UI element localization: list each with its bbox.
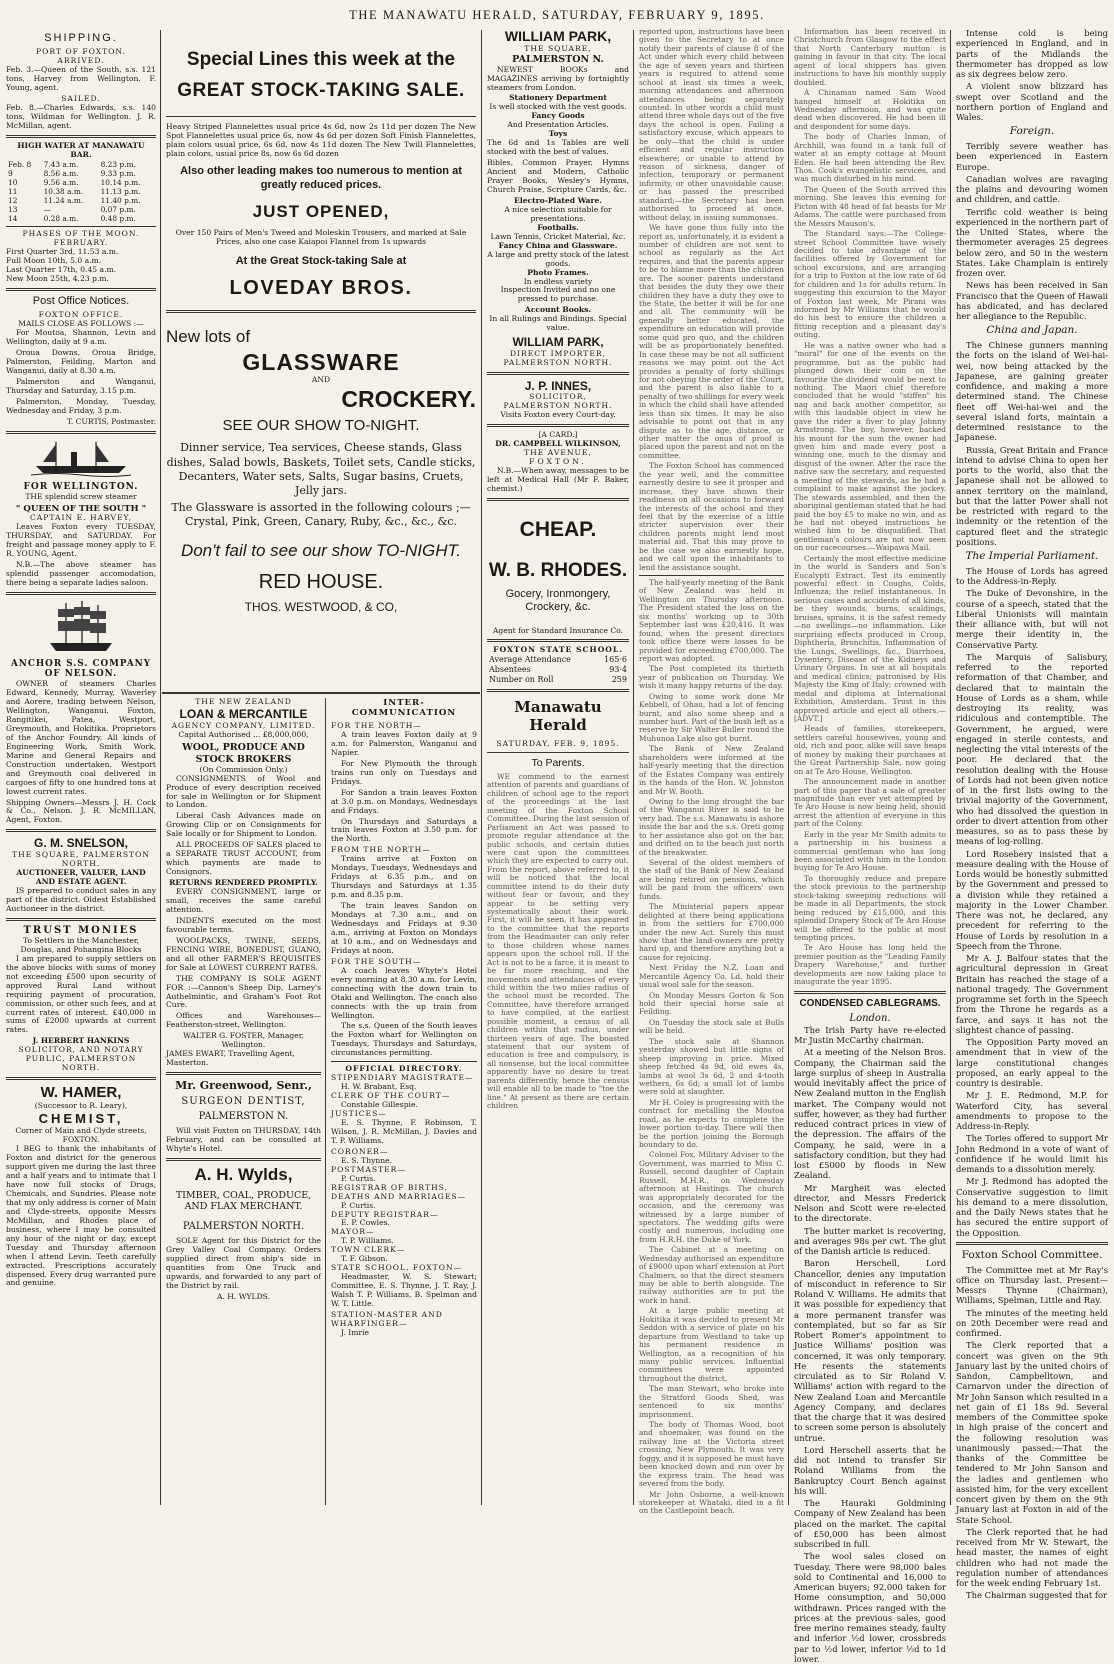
- moon-phase: First Quarter 3rd, 11.53 a.m.: [6, 247, 119, 257]
- park-town: PALMERSTON N.: [512, 54, 604, 66]
- innes-town: PALMERSTON NORTH.: [503, 401, 613, 411]
- fancy-text: And Presentation Articles.: [507, 120, 609, 130]
- po-mails: MAILS CLOSE AS FOLLOWS :—: [18, 319, 144, 329]
- electro-text: A nice selection suitable for presentations.: [504, 204, 612, 223]
- cable-item: Baron Herschell, Lord Chancellor, denies any imputation of misconduct in reference to Sir Roland V. Williams. He admits that it was possible for expediency that a more permanent transfer was contemplated, but so far as Sir Robert Romer's appointment to Justice Williams' position was concerned, it was only temporary. He resents the statements circulated as to Sir Roland V. Williams' action with regard to the New Zealand Loan and Mercantile Agency Company, and declares that the charge that it was desired to screen some person is absolutely untrue.: [794, 1258, 946, 1443]
- directory-name: H. W. Brabant, Esq.: [341, 1082, 417, 1092]
- commission-line: (On Commission Only.): [199, 764, 288, 774]
- special-lines-heading: Special Lines this week at the: [186, 49, 456, 70]
- cable-item: The Hauraki Goldmining Company of New Zealand has been placed on the market. The capital of £50,000 has been almost subscribed in full.: [794, 1498, 946, 1550]
- toys-heading: Toys: [548, 129, 568, 139]
- column-4: [635, 27, 788, 1516]
- wellington-note: N.B.—The above steamer has splendid passenger accomodation, there being a separate ladies saloon.: [6, 559, 156, 587]
- news-item: The man Stewart, who broke into the Stratford Goods Shed, was sentenced to six months' imprisonment.: [639, 1384, 784, 1419]
- tides-table: [6, 160, 156, 223]
- london-heading: London.: [849, 1012, 891, 1024]
- po-line: Oroua Downs, Oroua Bridge, Palmerston, Feilding, Marton and Wanganui, daily at 8.30 a.m.: [6, 348, 156, 375]
- moon-month: FEBRUARY.: [53, 238, 109, 248]
- news-item: To thoroughly reduce and prepare the stock previous to the partnership stock-taking sweeping reductions will be made in all Departments, the stock being reduced by £15,000, and this splendid Drapery Stock of Te Aro House will be offered to the public at most tempting prices.: [794, 873, 946, 942]
- loan-mercantile: LOAN & MERCANTILE: [179, 706, 308, 721]
- cable-item: The House of Lords has agreed to the Address-in-Reply.: [956, 565, 1108, 587]
- po-line: Palmerston, Monday, Tuesday, Wednesday and Friday, 3 p.m.: [6, 396, 156, 415]
- committee-item: The Clerk reported that he had received from Mr W. Stewart, the head master, the names of eight children who had not made the regulation number of attendances for the week ending February 1st.: [956, 1526, 1108, 1589]
- returns-line: RETURNS RENDERED PROMPTLY.: [169, 878, 318, 888]
- moon-phase: New Moon 25th, 4.23 p.m.: [6, 273, 109, 283]
- tide-cell: 11.24 a.m.: [43, 196, 84, 206]
- news-item: The half-yearly meeting of the Bank of New Zealand was held in Wellington on Thursday afternoon. The President stated the loss on the six months' working up to 30th September last was £20,416. It was found, when the present directors took office there were losses to be provided for exceeding £700,000. The report was adopted.: [639, 578, 784, 663]
- stocktaking-sale-heading: GREAT STOCK-TAKING SALE.: [177, 80, 465, 102]
- column-rule: [950, 30, 951, 1505]
- po-line: Palmerston and Wanganui, Thursday and Saturday, 3.15 p.m.: [6, 376, 156, 395]
- flannelette-list: Heavy Striped Flannelettes usual price 4s 6d, now 2s 11d per dozen The New Spot Flannelettes usual price 6s, now 4s 6d per dozen Soft Finish Flannelettes, plain colors usual price, 6s 6d, now 4s 11d dozen The New Twill Flannelettes, plain colors, usual price 8s, now 6s 6d dozen: [166, 122, 476, 159]
- trust-subheading: To Settlers in the Manchester, Douglas, and Pohangina Blocks: [20, 935, 142, 954]
- greenwood-town: PALMERSTON N.: [198, 1110, 289, 1122]
- crockery-heading: CROCKERY.: [341, 386, 476, 413]
- wilkinson-avenue: THE AVENUE,: [524, 448, 592, 458]
- shipping-heading: SHIPPING.: [44, 32, 118, 44]
- tide-cell: 13: [8, 205, 18, 215]
- just-opened-heading: JUST OPENED,: [252, 201, 390, 221]
- innes-visits: Visits Foxton every Court-day.: [500, 410, 616, 420]
- masthead: THE MANAWATU HERALD, SATURDAY, FEBRUARY 9, 1895.: [349, 8, 765, 22]
- wellington-ship-name: " QUEEN OF THE SOUTH ": [15, 503, 147, 514]
- sailed-heading: SAILED.: [61, 94, 101, 104]
- park-importer: DIRECT IMPORTER,: [509, 348, 607, 358]
- cable-item: The Duke of Devonshire, in the course of a speech, stated that the Liberal Unionists will maintain their alliance with, but will not merge their identity in, the Conservative Party.: [956, 588, 1108, 650]
- hamer-sub: (Successor to R. Leary),: [34, 1101, 128, 1111]
- to-parents-text: WE commend to the earnest attention of parents and guardians of children of school age to the report of the proceedings at the last meeting of the Foxton School Committee. During the last session of Parliament an Act was passed to promote regular attendance at the public schools, and certain duties were cast upon the committees which they are expected to carry out. From the report, above referred to, it will be noticed that the local committee intend to do their duty without fear or favour, and they appear to be setting very systematically about their work. First, it will be seen, it has appeared to the committee that the reports from the Headmaster can only refer to those children whose names appears upon the school roll. If the Act is not to be a farce, it is meant to be far more reaching, and the movements and attendances of every child within the two miles radius of the school must be recorded. The Committee, have therefore arranged to have compiled, at the earliest possible moment, a census of all children within that radius, under thirteen years of age. The boasted statement that our system of education is free and compulsory, is all nonsense, but the local committee apparently have no desire to treat parents differently, hence the census will enable all to be made to "toe the line." At present as there are certain children: [487, 772, 629, 1111]
- directory-role: STATION-MASTER AND WHARFINGER—: [331, 1310, 443, 1328]
- surgeon-dentist: SURGEON DENTIST,: [181, 1095, 306, 1107]
- column-1: [2, 28, 160, 1508]
- park-heading-2: WILLIAM PARK,: [512, 335, 604, 350]
- directory-name: E. S. Thynne, F. Robinson, T. Wilson, J. R. McMillan, J. Davies and T. P. Williams.: [331, 1118, 477, 1145]
- attendance-value: 165·6: [604, 655, 627, 665]
- tide-cell: 10.14 p.m.: [100, 177, 141, 187]
- tide-row: [6, 187, 156, 196]
- directory-role: CORONER—: [331, 1146, 389, 1156]
- chemist-text: I BEG to thank the inhabitants of Foxton and district for the generous support given me during the last three and a half years and to intimate that I have now full stocks of Drugs, Chemicals, and Sundries. Please note that my only address is corner of Main and Clyde-streets, opposite Messrs McMillan, and Rhodes place of business, where I may be consulted any hour of the night or day, except Tuesday and Thursday afternoon when I attend Levin. Teeth carefully extracted. Prescriptions accurately dispensed. Every drug warranted pure and genuine.: [6, 1144, 156, 1288]
- directory-name: Headmaster, W. S. Stewart; Committee, E. S. Thynne, J. T. Ray, J. Walsh T. P. Williams, B. Spelman and W. T. Little.: [331, 1272, 477, 1309]
- tide-cell: 10: [8, 177, 18, 187]
- official-directory-heading: OFFICIAL DIRECTORY.: [345, 1064, 463, 1074]
- po-line: For Moutoa, Shannon, Levin and Wellington, daily at 9 a.m.: [6, 328, 156, 347]
- greenwood-visit: Will visit Foxton on THURSDAY, 14th February, and can be consulted at Whyte's Hotel.: [166, 1125, 321, 1153]
- directory-role: STIPENDIARY MAGISTRATE—: [331, 1073, 474, 1083]
- from-north-heading: FROM THE NORTH—: [331, 845, 431, 855]
- tide-cell: Feb. 8: [8, 159, 32, 169]
- sailed-text: Feb. 8.—Charles Edwards, s.s. 140 tons, Wildman for Wellington. J. R. McMillan, agent.: [6, 103, 156, 131]
- advances-text: Liberal Cash Advances made on Growing Clip or on Consignments for Sale locally or for Shipment to London.: [166, 811, 321, 839]
- news-item: The Standard says:—The College-street School Committee have wisely decided to take advantage of the facilities offered by Government for school excursions, and are arranging for a trip to Foxton at the low rate of 6d for children and 1s for adults return. In suggesting this excursion to the Mayor of Foxton last week, Mr Pirani was informed by Mr Williams that he would do his best to ensure the children a fitting reception and a pleasant day's outing.: [794, 229, 946, 340]
- snelson-address: THE SQUARE, PALMERSTON NORTH.: [12, 850, 150, 868]
- news-item: At a large public meeting at Hokitika it was decided to present Mr Seddon with a service of plate on his departure from Westland to take up his permanent residence in Wellington, as a recognition of his many public services. Influential committees were appointed throughout the district.: [639, 1306, 784, 1383]
- news-item: The Bank of New Zealand shareholders were informed at the half-yearly meeting that the direction of the Estates Company was entirely in the hands of the Hon. W. Johnston and Mr W. Booth.: [639, 744, 784, 796]
- tide-cell: 9.33 p.m.: [100, 168, 136, 178]
- news-item: Several of the oldest members of the staff of the Bank of New Zealand are being retired on pensions, which will be paid from the officers' own funds.: [639, 858, 784, 901]
- news-item: The stock sale at Shannon yesterday showed but little signs of sheep improving in price. Mixed sheep fetched 4s 9d, old ewes 4s, lambs at wool 3s 6d, 2 and 4-tooth wethers, 6s 6d; a small lot of lambs were sold at slaughter.: [639, 1036, 784, 1097]
- account-heading: Account Books.: [524, 305, 592, 315]
- capital-line: Capital Authorised ... £8,000,000,: [178, 729, 309, 739]
- electro-heading: Electro-Plated Ware.: [514, 195, 602, 205]
- news-item: Information has been received in Christchurch from Glasgow to the effect that North Canterbury mutton is gaining in favour in that city. The local agent of local shippers has given instructions to have his monthly supply doubled.: [794, 27, 946, 87]
- train-text: Trains arrive at Foxton on Mondays, Tuesdays, Wednesdays and Fridays at 6.35 p.m., and on Thursdays and Saturdays at 1.35 p.m. and 8.35 p.m.: [331, 854, 477, 900]
- column-rule: [325, 698, 326, 1505]
- column-2b: [327, 698, 481, 1508]
- directory-name: T. F. Gibson.: [341, 1254, 388, 1264]
- westwood-name: THOS. WESTWOOD, & CO,: [244, 600, 398, 615]
- tide-cell: 0.07 p.m.: [100, 205, 136, 215]
- cable-item: At a meeting of the Nelson Bros. Company, the Chairman said the large surplus of sheep in Australia would inevitably affect the price of New Zealand mutton in the English market. The Company would not suffer, however, as they had further reduced contract prices in view of the depression. The affairs of the Company, he said, were in a satisfactory condition, but they had lost £5000 by floods in New Zealand.: [794, 1047, 946, 1181]
- cable-item: Canadian wolves are ravaging the plains and devouring women and children, and cattle.: [956, 173, 1108, 205]
- news-item: Owing to some work done Mr Kebbell, of Ohau, had a lot of fencing burnt, and also some sheep and a number hurt. Part of the bush left as a reserve by Sir Walter Buller round the Muhunoa Lake also got burnt.: [639, 691, 784, 743]
- cable-item: Lord Rosebery insisted that a measure dealing with the House of Lords would be honestly submitted by the Government and pressed to a division while they retained a majority in the Lower Chamber. There was not, he declared, any precedent for referring to the House of Lords by resolution in a Speech from the Throne.: [956, 848, 1108, 951]
- directory-role: CLERK OF THE COURT—: [331, 1091, 451, 1101]
- indents-text: INDENTS executed on the most favourable terms.: [166, 915, 321, 934]
- greenwood-heading: Mr. Greenwood, Senr.,: [175, 1079, 312, 1093]
- directory-name: E. P. Cowles.: [341, 1218, 390, 1228]
- tide-row: [6, 196, 156, 205]
- tweed-text: Over 150 Pairs of Men's Tweed and Moleskin Trousers, and marked at Sale Prices, also one case Kaiapoi Flannel from 1s upwards: [175, 227, 467, 246]
- news-item: The Post completed its thirtieth year of publication on Thursday. We wish it many happy returns of the day.: [639, 664, 784, 691]
- cable-item: The Irish Party have re-elected Mr Justin McCarthy chairman.: [794, 1024, 946, 1046]
- chemist-heading: CHEMIST,: [38, 1111, 124, 1127]
- tide-cell: 9: [8, 168, 13, 178]
- snelson-heading: G. M. SNELSON,: [33, 836, 128, 851]
- article-paragraph: reported upon, instructions have been given to the Secretary to at once notify their parents of clause 8 of the Act under which every child between the age of seven years and thirteen years is required to attend some school at least six times a week, morning attendances and afternoon attendances being separately counted. In other words a child must attend three whole days out of the five days the school is open. Failing a satisfactory excuse, which appears to be only—that the child is under efficient and regular instruction elsewhere; or unable to attend by reason of sickness, danger of infection, temporary or permanent infirmity, or other unavoidable cause; or has passed the prescribed standard;—the Secretary has been authorised to proceed at once, without delay, in issuing summonses.: [639, 27, 784, 222]
- column-rule: [788, 30, 789, 1505]
- innes-heading: J. P. INNES,: [524, 378, 592, 393]
- tide-cell: 10.38 a.m.: [43, 186, 84, 196]
- tide-cell: 7.43 a.m.: [43, 159, 79, 169]
- directory-role: REGISTRAR OF BIRTHS, DEATHS AND MARRIAGES—: [331, 1182, 467, 1201]
- rhodes-heading: W. B. RHODES.: [488, 559, 628, 581]
- directory-role: TOWN CLERK—: [331, 1245, 406, 1255]
- consign-text: CONSIGNMENTS of Wool and Produce of every description received for sale in Wellington or for Shipment to London.: [166, 773, 321, 810]
- china-text: A large and pretty stock of the latest goods.: [487, 249, 629, 268]
- loveday-bros: LOVEDAY BROS.: [229, 277, 413, 300]
- news-item: Heads of families, storekeepers, settlers careful housewives, young and old, rich and poor, alike will save heaps of money by making their purchases at the Great Partnership Sale, now going on at Te Aro House, Wellington.: [794, 724, 946, 776]
- steamer-text: The s.s. Queen of the South leaves the Foxton wharf for Wellington on Tuesdays, Thursdays and Saturdays, circumstances permitting.: [331, 1021, 477, 1058]
- wilkinson-name: DR. CAMPBELL WILKINSON,: [495, 439, 621, 449]
- stationery-text: Is well stocked with the vest goods.: [489, 102, 627, 112]
- directory-name: Constable Gillespie.: [341, 1100, 418, 1110]
- tide-row: [6, 160, 156, 169]
- tide-row: [6, 178, 156, 187]
- tide-cell: 0.48 p.m.: [100, 214, 136, 224]
- wellington-text: Leaves Foxton every TUESDAY, THURSDAY, and SATURDAY. For freight and passage money apply to F. R. YOUNG, Agent.: [6, 522, 156, 558]
- insurance-agent: Agent for Standard Insurance Co.: [492, 625, 624, 635]
- committee-item: The Chairman suggested that for: [966, 1590, 1108, 1601]
- state-school-heading: FOXTON STATE SCHOOL.: [493, 645, 623, 655]
- directory-name: P. Curtis.: [341, 1200, 376, 1210]
- directory-name: P. Curtis.: [341, 1173, 376, 1183]
- directory-role: DEPUTY REGISTRAR—: [331, 1209, 439, 1219]
- directory-name: E. S. Thynne.: [341, 1155, 393, 1165]
- stationery-heading: Stationery Department: [509, 93, 607, 103]
- cable-item: Terrific cold weather is being experienced in the northern part of the United States, where the thermometer averages 25 degrees below zero, and 50 in the western States. Lake Champlain is entirely frozen over.: [956, 206, 1108, 279]
- snelson-role: AUCTIONEER, VALUER, LAND AND ESTATE AGENT.: [16, 867, 146, 886]
- cheap-heading: CHEAP.: [519, 517, 597, 541]
- cable-item: Lord Herschell asserts that he did not intend to transfer Sir Roland Williams from the Bankruptcy Court Bench against his will.: [794, 1444, 946, 1496]
- glassware-heading: GLASSWARE: [242, 349, 400, 376]
- column-3: [483, 28, 633, 1508]
- cable-item: Russia, Great Britain and France intend to advise China to open her ports to the world, also that the Japanese shall not be allowed to annex territory on the mainland, but that the latter Power shall not be restricted with regard to the indemnity or the retention of the captured fleet and the strategic positions.: [956, 444, 1108, 547]
- rhodes-trade: Gocery, Ironmongery, Crockery, &c.: [505, 587, 611, 614]
- tide-row: [6, 214, 156, 223]
- train-text: On Thursdays and Saturdays a train leaves Foxton at 3.50 p.m. for the North.: [331, 816, 477, 844]
- steamer-illustration: [31, 438, 131, 478]
- column-5: [790, 27, 950, 1664]
- anchor-heading: ANCHOR S.S. COMPANY OF NELSON.: [10, 658, 151, 680]
- tide-cell: 8.56 a.m.: [43, 168, 79, 178]
- committee-item: The Clerk reported that a concert was given on the 9th January last by the united choirs of Sandon, Campbelltown, and Carnarvon under the direction of Mr John Sanson which resulted in a net gain of £1 18s 9d. Several members of the Committee spoke in high praise of the concert and the following resolution was unanimously passed:—That the thanks of the Committee be tendered to Mr John Sanson and the ladies and gentlemen who assisted him, for the very excellent concert given by them on the 9th January last at Foxton in aid of the State School.: [956, 1340, 1109, 1525]
- wellington-captain: CAPTAIN E. HARVEY,: [30, 513, 132, 523]
- dont-fail-heading: Don't fail to see our show TO-NIGHT.: [180, 541, 462, 561]
- bibles-text: Bibles, Common Prayer, Hymns Ancient and Modern, Catholic Prayer Books, Wesley's Hymns, Church Praise, Scripture Cards, &c.: [487, 158, 629, 194]
- news-item: Mr H. Coley is progressing with the contract for metalling the Moutoa road, as he expects to complete the lower portion to-day. There will then be the portion joining the Borough boundary to do.: [639, 1097, 784, 1149]
- moon-list: [6, 248, 156, 284]
- school-committee-heading: Foxton School Committee.: [961, 1248, 1103, 1261]
- news-item: Owing to the long drought the bar of the Wanganui River is said to be very bad. The s.s. Manawatu is ashore inside the bar and the s.s. Oreti going to her assistance also got on the bar, and drifted on to the beach just north of the breakwater.: [639, 796, 784, 857]
- inter-communication-heading: INTER-COMMUNICATION: [351, 698, 457, 719]
- foreign-heading: Foreign.: [1009, 125, 1055, 138]
- wylds-text: SOLE Agent for this District for the Grey Valley Coal Company. Orders supplied direct from ship's side in quantities from One Truck and upwards, and forwarded to any part of the District by rail.: [166, 1235, 321, 1290]
- directory-name: J. Imrie: [341, 1327, 370, 1337]
- colours-list: The Glassware is assorted in the following colours ;— Crystal, Pink, Green, Canary, Ruby, &c., &c., &c.: [171, 500, 471, 528]
- cable-item: The butter market is recovering, and averages 98s per cwt. The glut of the Danish article is reduced.: [794, 1225, 946, 1257]
- moon-heading: PHASES OF THE MOON.: [22, 229, 140, 239]
- cablegrams-heading: CONDENSED CABLEGRAMS.: [799, 997, 941, 1009]
- see-our-show: SEE OUR SHOW TO-NIGHT.: [222, 417, 420, 435]
- chemist-address: Corner of Main and Clyde streets, FOXTON.: [15, 1126, 147, 1145]
- news-item: Early in the year Mr Smith admits to a partnership in his business a commercial gentleman who has long been associated with him in the London buying for Te Aro House.: [794, 829, 946, 873]
- footballs-text: Lawn Tennis, Cricket Material, &c.: [490, 231, 626, 241]
- and-word: AND: [311, 375, 331, 385]
- anchor-text: OWNER of steamers Charles Edward, Kennedy, Murray, Waverley and Aorere, trading between Nelson, Wellington, Wanganui, Foxton, Rangitikei, Patea, Westport, Greymouth, and Hokitika. Proprietors of the Anchor Foundry. All kinds of Engineering Work, Smith Work, Marine and General Repairs and Construction undertaken. Westport and Greymouth coal delivered in cargoes of fifty to one hundred tons at lowest current rates.: [6, 679, 156, 796]
- tide-cell: 9.56 a.m.: [43, 177, 79, 187]
- roll-label: Number on Roll: [489, 674, 554, 684]
- news-item: Next Friday the N.Z. Loan and Mercantile Agency Co. Ld. hold their usual wool sale for the season.: [639, 963, 784, 990]
- train-text: For Sandon a train leaves Foxton at 3.0 p.m. on Mondays, Wednesdays and Fridays.: [331, 787, 477, 815]
- news-item: Mr John Osborne, a well-known storekeeper at Whataki, died in a fit on the Castlepoint beach.: [639, 1489, 784, 1516]
- anchor-owners: Shipping Owners—Messrs J. H. Cock & Co., Nelson. J. R. McMILLAN, Agent, Foxton.: [6, 797, 156, 825]
- cable-item: The Marquis of Salisbury, referred to the reported reformation of that Chamber, and declared that to maintain the House of Lords as a sham, while destroying its reality, was ridiculous and contemptible. The Government, he argued, were engaged in sterile contests, and neglecting the vital interests of the poor. He declared that the resolution dealing with the House of Lords had not been given notice of in the first lists owing to the trivial majority of the Government, who had dissolved the question in order to divert attention from other measures, so as to pass these by means of log-rolling.: [956, 651, 1108, 847]
- new-lots-heading: New lots of: [166, 327, 251, 347]
- train-text: For New Plymouth the through trains run only on Tuesdays and Fridays.: [331, 758, 477, 786]
- tides-heading: HIGH WATER AT MANAWATU BAR.: [17, 140, 145, 159]
- news-item: On Tuesday the stock sale at Bulls will be held.: [639, 1017, 784, 1036]
- tide-cell: 14: [8, 214, 18, 224]
- news-item: The Queen of the South arrived this morning. She leaves this evening for Picton with 48 head of fat beasts for Mr Adams. The cattle were purchased from the Messrs Mauson's.: [794, 184, 946, 228]
- park-heading: WILLIAM PARK,: [504, 28, 612, 44]
- train-text: A train leaves Foxton daily at 9 a.m. for Palmerston, Wanganui and Napier.: [331, 729, 477, 757]
- park-town-2: PALMERSTON NORTH.: [503, 357, 613, 367]
- hankins-role: SOLICITOR, AND NOTARY PUBLIC, PALMERSTON NORTH.: [18, 1045, 144, 1073]
- agency-line: AGENCY COMPANY, LIMITED.: [171, 720, 316, 730]
- tide-cell: 11.40 p.m.: [100, 196, 141, 206]
- cable-item: Mr J. E. Redmond, M.P. for Waterford City, has several amendments to propose to the Address-in-Reply.: [956, 1090, 1108, 1132]
- footballs-heading: Footballs.: [537, 222, 579, 232]
- absentees-label: Absentees: [489, 665, 531, 675]
- news-item: The announcement made in another part of this paper that a sale of greater magnitude than ever yet attempted by Te Aro House is now being held, should arrest the attention of everyone in this part of the Colony.: [794, 777, 946, 829]
- post-office-heading: Post Office Notices.: [32, 294, 130, 307]
- directory-role: MAYOR—: [331, 1227, 375, 1237]
- cable-item: A violent snow blizzard has swept over Scotland and the northern portion of England and Wales.: [956, 81, 1108, 122]
- directory-role: POSTMASTER—: [331, 1164, 406, 1174]
- po-office: FOXTON OFFICE.: [38, 310, 124, 320]
- moon-phase: Last Quarter 17th, 0.45 a.m.: [6, 264, 117, 274]
- wylds-signature: A. H. WYLDS.: [216, 1291, 271, 1301]
- proceeds-text: ALL PROCEEDS OF SALES placed to a SEPARATE TRUST ACCOUNT, from which payments are made to Consignors.: [166, 840, 321, 877]
- at-the-sale: At the Great Stock-taking Sale at: [235, 254, 407, 267]
- directory-role: STATE SCHOOL, FOXTON—: [331, 1263, 463, 1273]
- herald-title: Manawatu Herald: [514, 697, 602, 734]
- coach-text: A coach leaves Whyte's Hotel every morning at 8.30 a.m. for Levin, connecting with the down train to Otaki and Wellington. The coach also connects with the up train from Wellington.: [331, 965, 477, 1020]
- column-2-ads: [162, 28, 480, 678]
- inspection-text: Inspection Invited and no one pressed to purchase.: [500, 285, 616, 304]
- cable-item: Terribly severe weather has been experienced in Eastern Europe.: [956, 141, 1108, 172]
- a-card: [A CARD.]: [538, 430, 578, 440]
- wool-brokers: WOOL, PRODUCE AND STOCK BROKERS: [182, 742, 305, 766]
- photo-heading: Photo Frames.: [527, 267, 589, 277]
- wellington-text: THE splendid screw steamer: [25, 491, 137, 501]
- to-parents-heading: To Parents.: [531, 757, 585, 770]
- committee-item: The minutes of the meeting held on 20th December were read and confirmed.: [956, 1307, 1108, 1339]
- port-heading: PORT OF FOXTON.: [36, 47, 126, 57]
- news-item: The body of Thomas Wood, boot and shoemaker, was found on the railway line at the Victoria street crossing, New Plymouth. It was very foggy, and it is supposed he must have been knocked down and run over by the express train. The head was severed from the body.: [639, 1420, 784, 1489]
- tide-cell: —: [43, 205, 51, 215]
- cable-item: The Opposition Party moved an amendment that in view of the large constitutional changes proposed, an early appeal to the country is desirable.: [956, 1037, 1108, 1089]
- wellington-heading: FOR WELLINGTON.: [23, 481, 139, 492]
- wylds-heading: A. H. Wylds,: [194, 1164, 293, 1184]
- cable-item: The Chinese gunners manning the forts on the island of Wei-hai-wei, now being attacked by the Japanese, are gaining greater confidence, and making a more determined stand. The Chinese fleet off Wei-hai-wei and the several island forts, maintain a determined resistance to the Japanese.: [956, 340, 1108, 443]
- tide-row: [6, 169, 156, 178]
- cable-item: News has been received in San Francisco that the Queen of Hawaii has abdicated, and has declared her allegiance to the Republic.: [956, 280, 1108, 322]
- article-paragraph: The Foxton School has commenced the year well, and the committee earnestly desire to see it prosper and increase, they have shown their readiness on all occasions to forward the interests of the school and they feel that by the exercise of a little stricter supervision over their children parents might lend most material aid. That this may prove to be the case we also earnestly hope, and we call upon the inhabitants to lend the assistance sought.: [639, 461, 784, 572]
- roll-value: 259: [611, 674, 627, 684]
- cable-item: The wool sales closed on Tuesday. There were 98,000 bales sold to Continental and 16,000 to American buyers; 92,000 taken for Home consumption, and 50,000 withdrawn. Prices ranged with the prices at the previous sales, good free merino remaines steady, faulty and inferior ½d lower, crossbreds par to ½d lower, inferior ½d to 1d lower.: [794, 1551, 946, 1664]
- wylds-town: PALMERSTON NORTH.: [182, 1220, 305, 1232]
- fancy-heading: Fancy Goods: [531, 111, 585, 121]
- po-signature: T. CURTIS, Postmaster.: [66, 416, 156, 426]
- park-square: THE SQUARE,: [524, 44, 592, 54]
- newest-books: NEWEST BOOKs and MAGAZINES arriving by fortnightly steamers from London.: [487, 64, 629, 92]
- directory-name: T. P. Williams.: [341, 1236, 394, 1246]
- cable-item: Intense cold is being experienced in England, and in parts of the Midlands the thermometer has dropped as low as six degrees below zero.: [956, 28, 1108, 79]
- snelson-text: IS prepared to conduct sales in any part of the district. Oldest Established Auctioneer in the district.: [6, 885, 156, 913]
- column-rule: [481, 30, 482, 1505]
- imperial-parliament-heading: The Imperial Parliament.: [965, 550, 1099, 563]
- foster-name: WALTER G. FOSTER, Manager, Wellington.: [183, 1031, 304, 1050]
- news-item: The body of Charles Inman, of Archhill, was found in a tank full of water at an empty cottage at Mount Eden. He had been attending the Rev. Thos. Cook's evangelistic services, and was much disturbed in his mind.: [794, 132, 946, 184]
- news-item: On Monday Messrs Gorton & Son hold their special horse sale at Feilding.: [639, 990, 784, 1017]
- woolpacks-text: WOOLPACKS, TWINE, SEEDS, FENCING WIRE, BONEDUST, GUANO, and all other FARMER'S REQUISITES for Sale at LOWEST CURRENT RATES.: [166, 935, 321, 972]
- issue-date: SATURDAY, FEB. 9, 1895.: [496, 739, 620, 749]
- column-2a: [162, 698, 325, 1508]
- nz-heading: THE NEW ZEALAND: [195, 697, 292, 706]
- tide-cell: 11.13 p.m.: [100, 186, 141, 196]
- hankins-name: J. HERBERT HANKINS: [32, 1036, 130, 1046]
- news-item: The Ministerial papers appear delighted at there being applications in from the settlers for £700,000 under the new Act. Surely this must show that the land-owners are pretty hard up, and therefore anything but a cause for rejoicing.: [639, 902, 784, 962]
- cable-item: Mr A. J. Balfour states that the agricultural depression in Great Britain has reached the stage of a national tragedy. The Government programme set forth in the Speech from the Throne he regards as a farce, and says it has not the slightest chance of passing.: [956, 953, 1108, 1035]
- news-item: Certainly the most effective medicine in the world is Sanders and Son's Eucalypti Extract. Test its eminently powerful effect in Coughs, Colds, Influenza; the relief instantaneous. In serious cases and accidents of all kinds, be they wounds, burns, scaldings, bruises, sprains, it is the safest remedy—no swellings—no inflammation. Like surprising effects produced in Croup, Diphtheria, Bronchitis, Inflammation of the Lungs, Swellings, &c., Diarrhoea, Dysentery, Disease of the Kidneys and Urinary Organs. In use at all hospitals and medical clinics; patronised by His Majesty the King of Italy; crowned with medal and diploma at International Exhibition, Amsterdam. Trust in this approved article and eject all others.—[ADVT.]: [794, 553, 946, 723]
- china-heading: Fancy China and Glassware.: [498, 240, 618, 250]
- trust-text: I am prepared to supply settlers on the above blocks with sums of money not exceeding £500 upon security of approved Rural Land without requiring payment of procuration, commission, or other such fees, and at current rates of interest. £40,000 in sums of £2000 upwards at current rates.: [6, 953, 156, 1035]
- tide-cell: 8.23 p.m.: [100, 159, 136, 169]
- section-rule: [162, 692, 480, 694]
- cable-item: Mr Margheit was elected director, and Messrs Frederick Nelson and Scott were re-elected to the directorate.: [794, 1182, 946, 1224]
- offices-text: Offices and Warehouses—Featherston-street, Wellington.: [166, 1011, 321, 1030]
- wilkinson-note: N.B.—When away, messages to be left at Medical Hall (Mr F. Baker, chemist.): [487, 466, 629, 493]
- tide-cell: 11: [8, 186, 18, 196]
- directory-role: JUSTICES—: [331, 1109, 387, 1119]
- photo-text: In endless variety: [523, 276, 593, 286]
- cable-item: Mr J. Redmond has adopted the Conservative suggestion to limit his demand to a mere dissolution, and the Daily News states that he has secured the entire support of the Opposition.: [956, 1176, 1108, 1238]
- news-item: A Chinaman named Sam Wood hanged himself at Hokitika on Wednesday afternoon, and was quite dead when discovered. He had been ill and despondent for some days.: [794, 88, 946, 131]
- column-6: [952, 28, 1112, 1601]
- attendance-label: Average Attendance: [489, 655, 571, 665]
- every-consignment: EVERY CONSIGNMENT, large or small, receives the same careful attention.: [166, 887, 321, 914]
- tide-row: [6, 205, 156, 214]
- for-north-heading: FOR THE NORTH—: [331, 720, 423, 730]
- column-rule: [160, 30, 161, 1505]
- news-item: Colonel Fox, Military Adviser to the Government, was married to Miss C. Russell, second daughter of Captain Russell, M.H.R., on Wednesday afternoon at Hastings. The church was appropriately decorated for the occasion, and the ceremony was witnessed by a large number of spectators. The wedding gifts were costly and numerous, including one from H.R.H. the Duke of York.: [639, 1150, 784, 1244]
- hamer-heading: W. HAMER,: [40, 1084, 122, 1102]
- arrived-heading: ARRIVED.: [57, 56, 105, 66]
- red-house: RED HOUSE.: [258, 571, 384, 593]
- column-rule: [633, 30, 634, 1505]
- toys-text: The 6d and 1s Tables are well stocked with the best of values.: [487, 138, 629, 157]
- wylds-trade: TIMBER, COAL, PRODUCE, AND FLAX MERCHANT.: [175, 1189, 312, 1213]
- dinner-service-list: Dinner service, Tea services, Cheese stands, Glass dishes, Salad bowls, Baskets, Toilet sets, Candle sticks, Decanters, Water sets, Salts, Sugar basins, Cruets, Jelly jars.: [166, 441, 476, 498]
- sole-agent-text: THE COMPANY IS SOLE AGENT FOR :—Cannon's Sheep Dip, Larney's Authelmintic, and Graham's Foot Rot Cure.: [166, 973, 321, 1010]
- for-south-heading: FOR THE SOUTH—: [331, 956, 422, 966]
- tide-cell: 12: [8, 196, 18, 206]
- article-paragraph: We have gone thus fully into the report as, unfortunately, it is evident a number of children are not sent to school as regularly as the Act requires, and that the parents appear to be to blame more than the children are. The sooner parents understand that besides the duty they owe their children they have a duty they owe to the State, the better it will be for one and all. The community will be generally better educated, the expenditure on education will provide some quid pro quo, and the children will be as proportionately benefited. In case these may be not all sufficient reasons we may point out the Act provides a penalty of forty shillings for not obeying the order of the Court, and the parent is also liable to a penalty of two shillings for every week in which the child shall have attended less than six times. It may be also advisable to point out that in any dispute as to the age, distance, or other matter the onus of proof is placed upon the parent and not on the committee.: [639, 223, 784, 460]
- cable-item: The Tories offered to support Mr John Redmond in a vote of want of confidence if he would limit his demands to a dissolution merely.: [956, 1133, 1108, 1175]
- account-text: In all Rulings and Bindings. Special value.: [489, 314, 627, 333]
- news-item: Te Aro House has long held the premier position as the "Leading Family Drapery Warehouse," and further developments are now taking place to inaugurate the year 1895.: [794, 943, 946, 987]
- other-makes: Also other leading makes too numerous to mention at greatly reduced prices.: [180, 165, 462, 191]
- news-item: He was a native owner who had a "moral" for one of the events on the programme, but as the public had plunged down their coin on the favourite the dividend would be next to nothing. The Maori chief therefore concluded that he would "stiffen" his nag and back another competitor, so with this laudable object in view he gave the rider a fiver to play Johnny Armstrong. The boy, however, backed his mount for the sum the owner had given him and made every post a winning one, much to the dismay and disgust of the owner. After the race the native saw the secretary, and requested a meeting of the stewards, as he had a complaint to make against the jockey. The stewards assembled, and then the aboriginal gentleman stated that he had paid the boy £5 to make no win, and as he had not obeyed instructions he wished him to be disqualified. That gentleman's colours are not now seen on our racecourses.—Waipawa Mail.: [794, 340, 946, 553]
- wilkinson-town: FOXTON.: [529, 457, 587, 467]
- committee-item: The Committee met at Mr Ray's office on Thursday last. Present—Messrs Thynne (Chairman), Williams, Spelman, Little and Ray.: [956, 1264, 1108, 1306]
- school-stats: [487, 655, 629, 684]
- moon-phase: Full Moon 10th, 5.0 a.m.: [6, 255, 102, 265]
- absentees-value: 93·4: [609, 665, 627, 675]
- tide-cell: 0.28 a.m.: [43, 214, 79, 224]
- sailing-ship-illustration: [46, 599, 116, 655]
- trust-heading: TRUST MONIES: [23, 924, 139, 936]
- innes-role: SOLICITOR,: [529, 392, 587, 402]
- train-text: The train leaves Sandon on Mondays at 7.30 a.m., and on Wednesdays and Fridays at 9.30 a.m., arriving at Foxton on Mondays at 10 a.m., and on Wednesdays and Fridays at noon.: [331, 901, 477, 955]
- ewart-name: JAMES EWART, Travelling Agent, Masterton.: [166, 1049, 295, 1068]
- china-japan-heading: China and Japan.: [986, 324, 1078, 337]
- arrived-text: Feb. 3.—Queen of the South, s.s. 121 tons, Harvey from Wellington. F. Young, agent.: [6, 65, 156, 93]
- news-item: The Cabinet at a meeting on Wednesday authorised an expenditure of £9000 upon wharf extension at Port Chalmers, so that the direct steamers may be able to berth alongside. The railway authorities are to put the work in hand.: [639, 1245, 784, 1305]
